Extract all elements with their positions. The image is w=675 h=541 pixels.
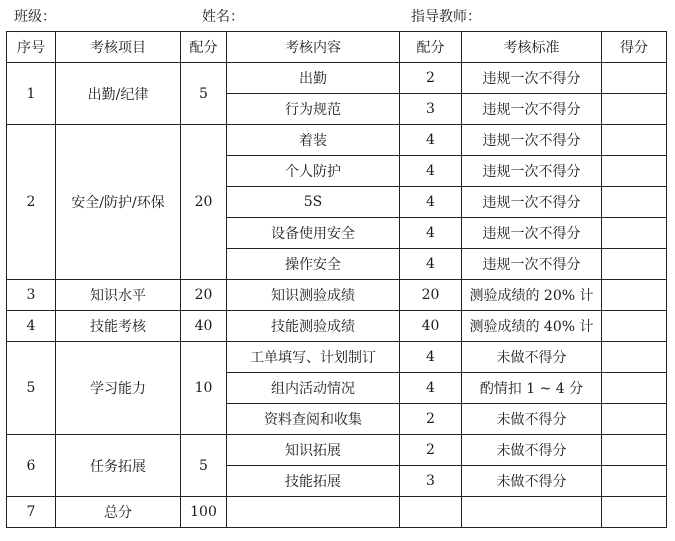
table-row: [7, 435, 667, 466]
cell-content-score: 4: [400, 342, 462, 373]
cell-content: 资料查阅和收集: [227, 404, 400, 435]
cell-item: 任务拓展: [56, 435, 181, 497]
cell-standard: 未做不得分: [462, 466, 602, 497]
name-label: 姓名：: [202, 9, 244, 25]
cell-item-score: 10: [181, 342, 227, 435]
cell-earned: [602, 94, 667, 125]
cell-earned: [602, 249, 667, 280]
cell-earned: [602, 466, 667, 497]
col-header-standard: 考核标准: [462, 32, 602, 63]
cell-content-score: 4: [400, 125, 462, 156]
cell-item: 出勤/纪律: [56, 63, 181, 125]
cell-content-score: 3: [400, 466, 462, 497]
cell-no: 5: [7, 342, 56, 435]
cell-content-score: 40: [400, 311, 462, 342]
cell-standard: [462, 497, 602, 528]
cell-earned: [602, 373, 667, 404]
teacher-label: 指导教师：: [411, 9, 481, 25]
cell-earned: [602, 63, 667, 94]
cell-no: 4: [7, 311, 56, 342]
cell-content-score: 4: [400, 187, 462, 218]
col-header-item-score: 配分: [181, 32, 227, 63]
cell-no: 7: [7, 497, 56, 528]
cell-content: 组内活动情况: [227, 373, 400, 404]
class-label: 班级：: [14, 9, 56, 25]
cell-earned: [602, 156, 667, 187]
cell-content-score: 4: [400, 218, 462, 249]
cell-no: 6: [7, 435, 56, 497]
cell-earned: [602, 280, 667, 311]
cell-item: 技能考核: [56, 311, 181, 342]
cell-content: 知识测验成绩: [227, 280, 400, 311]
cell-earned: [602, 404, 667, 435]
table-body: [7, 63, 667, 528]
cell-earned: [602, 218, 667, 249]
cell-standard: 违规一次不得分: [462, 125, 602, 156]
cell-standard: 未做不得分: [462, 342, 602, 373]
cell-standard: 未做不得分: [462, 435, 602, 466]
col-header-content-score: 配分: [400, 32, 462, 63]
cell-content-score: 4: [400, 373, 462, 404]
cell-earned: [602, 125, 667, 156]
cell-content-score: 20: [400, 280, 462, 311]
cell-earned: [602, 342, 667, 373]
cell-content: 着装: [227, 125, 400, 156]
table-row: [7, 342, 667, 373]
col-header-content: 考核内容: [227, 32, 400, 63]
table-row: [7, 280, 667, 311]
cell-standard: 违规一次不得分: [462, 156, 602, 187]
cell-content: 行为规范: [227, 94, 400, 125]
cell-content: 设备使用安全: [227, 218, 400, 249]
cell-standard: 违规一次不得分: [462, 218, 602, 249]
col-header-item: 考核项目: [56, 32, 181, 63]
cell-standard: 测验成绩的 40% 计: [462, 311, 602, 342]
cell-content: 知识拓展: [227, 435, 400, 466]
cell-content-score: 2: [400, 63, 462, 94]
col-header-no: 序号: [7, 32, 56, 63]
cell-earned: [602, 187, 667, 218]
cell-item-score: 100: [181, 497, 227, 528]
cell-no: 1: [7, 63, 56, 125]
cell-content-score: 3: [400, 94, 462, 125]
cell-item-score: 20: [181, 125, 227, 280]
cell-standard: 测验成绩的 20% 计: [462, 280, 602, 311]
cell-content: 5S: [227, 187, 400, 218]
cell-item-score: 20: [181, 280, 227, 311]
cell-content-score: 2: [400, 435, 462, 466]
cell-no: 2: [7, 125, 56, 280]
cell-content: [227, 497, 400, 528]
cell-item: 总分: [56, 497, 181, 528]
cell-content-score: 4: [400, 249, 462, 280]
cell-content-score: 4: [400, 156, 462, 187]
cell-item: 安全/防护/环保: [56, 125, 181, 280]
cell-standard: 违规一次不得分: [462, 187, 602, 218]
cell-earned: [602, 435, 667, 466]
cell-item: 学习能力: [56, 342, 181, 435]
cell-earned: [602, 311, 667, 342]
cell-standard: 酌情扣 1 ~ 4 分: [462, 373, 602, 404]
cell-item-score: 40: [181, 311, 227, 342]
cell-standard: 违规一次不得分: [462, 63, 602, 94]
col-header-earned: 得分: [602, 32, 667, 63]
header-row: [7, 32, 667, 63]
cell-content: 个人防护: [227, 156, 400, 187]
table-row: [7, 63, 667, 94]
cell-content: 技能拓展: [227, 466, 400, 497]
cell-standard: 违规一次不得分: [462, 94, 602, 125]
assessment-table: [6, 31, 667, 528]
cell-item-score: 5: [181, 63, 227, 125]
cell-standard: 违规一次不得分: [462, 249, 602, 280]
cell-earned: [602, 497, 667, 528]
cell-content: 技能测验成绩: [227, 311, 400, 342]
cell-content: 操作安全: [227, 249, 400, 280]
table-row: [7, 125, 667, 156]
cell-content-score: 2: [400, 404, 462, 435]
table-row: [7, 311, 667, 342]
table-row: [7, 497, 667, 528]
cell-content: 出勤: [227, 63, 400, 94]
cell-standard: 未做不得分: [462, 404, 602, 435]
cell-item: 知识水平: [56, 280, 181, 311]
cell-content-score: [400, 497, 462, 528]
cell-no: 3: [7, 280, 56, 311]
cell-content: 工单填写、计划制订: [227, 342, 400, 373]
cell-item-score: 5: [181, 435, 227, 497]
form-header: [0, 4, 675, 28]
